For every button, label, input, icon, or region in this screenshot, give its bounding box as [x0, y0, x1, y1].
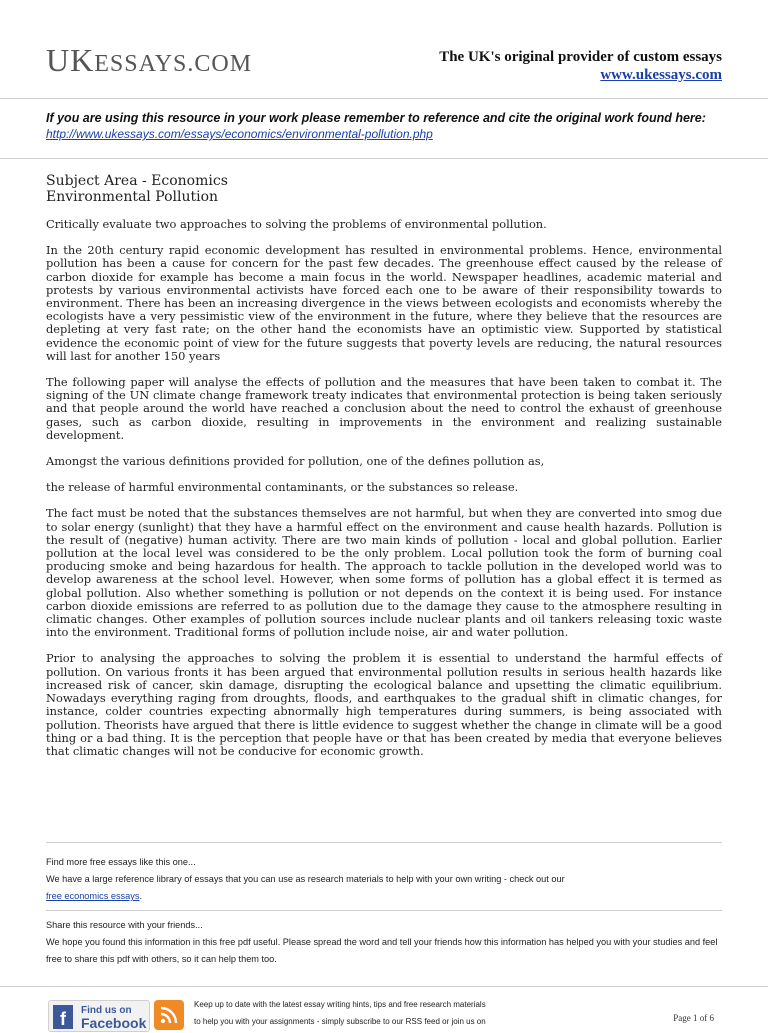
header-divider: [0, 98, 768, 99]
find-more-title: Find more free essays like this one...: [46, 857, 196, 867]
essay-titles: [46, 173, 228, 205]
rss-promo-text: [194, 996, 514, 1030]
ukessays-logo[interactable]: [46, 44, 252, 76]
citation-divider: [0, 158, 768, 159]
find-more-period: .: [139, 891, 143, 901]
rss-icon: [160, 1006, 178, 1024]
facebook-button[interactable]: [48, 1000, 150, 1032]
facebook-icon: f: [53, 1005, 73, 1029]
page-header: [0, 0, 768, 100]
paragraph: the release of harmful environmental contaminants, or the substances so release.: [46, 480, 519, 495]
subject-area: Subject Area - Economics: [46, 173, 228, 189]
find-more-text: [46, 871, 722, 905]
share-title: Share this resource with your friends...: [46, 920, 203, 930]
share-section: [46, 917, 722, 968]
paragraph: In the 20th century rapid economic development has resulted in environmental problems. Hence, environmental pollution has been a cause for concern for the past few decades. The greenhouse effect caused by the release of carbon dioxide for example has become a main focus in the world. Newspaper headlines, academic material and protests by various environmental activists have forced each one to be aware of their responsibility towards to environment. There has been an increasing divergence in the views between ecologists and economists whereby the ecologists have a very pessimistic view of the environment in the future, where they believe that the resources are depleting at very fast rate; on the other hand the economists have an optimistic view. Supported by statistical evidence the economic point of view for the future suggests that poverty levels are reducing, the natural resources will last for another 150 years: [46, 243, 722, 363]
footer-divider-middle: [46, 910, 722, 911]
paragraph: The following paper will analyse the effects of pollution and the measures that have been taken to combat it. The signing of the UN climate change framework treaty indicates that environmental protection is being taken seriously and that people around the world have reached a conclusion about the need to control the exhaust of greenhouse gases, such as carbon dioxide, resulting in improvements in the environment and realizing sustainable development.: [46, 375, 722, 442]
page-number: Page 1 of 6: [673, 1013, 714, 1023]
essay-body: [46, 218, 722, 771]
free-economics-essays-link[interactable]: free economics essays: [46, 891, 140, 901]
footer-divider-top: [46, 842, 722, 843]
share-text: We hope you found this information in this free pdf useful. Please spread the word and tell your friends how this information has helped you with your studies and feel free to share this pdf with others, so it can help them too.: [46, 937, 718, 964]
paragraph: Prior to analysing the approaches to solving the problem it is essential to understand the harmful effects of pollution. On various fronts it has been argued that environmental pollution results in serious health hazards like increased risk of cancer, skin damage, disrupting the ecological balance and upsetting the climatic equilibrium. Nowadays everything raging from droughts, floods, and earthquakes to the gradual shift in climatic changes, for instance, colder countries expecting abnormally high temperatures during summers, is being associated with pollution. Theorists have argued that there is little evidence to suggest whether the change in climate will be a good thing or a bad thing. It is the perception that people have or that has been created by media that everyone believes that climatic changes will not be conducive for economic growth.: [46, 651, 722, 758]
find-more-body: We have a large reference library of essays that you can use as research materials to help with your own writing - check out our: [46, 874, 565, 884]
paragraph: Amongst the various definitions provided for pollution, one of the defines pollution as,: [46, 454, 545, 469]
header-tagline: [439, 48, 722, 84]
rss-button[interactable]: [154, 1000, 184, 1030]
site-url-link[interactable]: www.ukessays.com: [600, 67, 722, 83]
facebook-line1: Find us on: [81, 1005, 132, 1016]
logo-uk: UK: [46, 42, 95, 78]
citation-link[interactable]: http://www.ukessays.com/essays/economics/environmental-pollution.php: [46, 127, 433, 141]
logo-essays: ESSAYS.COM: [94, 51, 253, 77]
tagline-text: The UK's original provider of custom essays: [439, 49, 722, 65]
essay-title: Environmental Pollution: [46, 189, 219, 205]
paragraph: Critically evaluate two approaches to solving the problems of environmental pollution.: [46, 217, 547, 231]
rss-line2: to help you with your assignments - simply subscribe to our RSS feed or join us on: [194, 1017, 486, 1026]
facebook-line2: Facebook: [81, 1015, 147, 1031]
find-more-section: [46, 854, 722, 905]
paragraph: The fact must be noted that the substances themselves are not harmful, but when they are converted into smog due to solar energy (sunlight) that they have a harmful effect on the environment and cause health hazards. Pollution is the result of (negative) human activity. There are two main kinds of pollution - local and global pollution. Earlier pollution at the local level was considered to be the only problem. Local pollution took the form of burning coal producing smoke and being hazardous for health. The approach to tackle pollution in the developed world was to develop awareness at the school level. However, when some forms of pollution has a global effect it is termed as global pollution. Also whether something is pollution or not depends on the context it is being used. For instance carbon dioxide emissions are referred to as pollution due to the damage they cause to the atmosphere resulting in climatic changes. Other examples of pollution sources include nuclear plants and oil tankers releasing toxic waste into the environment. Traditional forms of pollution include noise, air and water pollution.: [46, 506, 722, 640]
citation-note: If you are using this resource in your work please remember to reference and cite the original work found here:: [46, 111, 706, 125]
rss-line1: Keep up to date with the latest essay writing hints, tips and free research materials: [194, 1000, 486, 1009]
footer-divider-bottom: [0, 986, 768, 987]
